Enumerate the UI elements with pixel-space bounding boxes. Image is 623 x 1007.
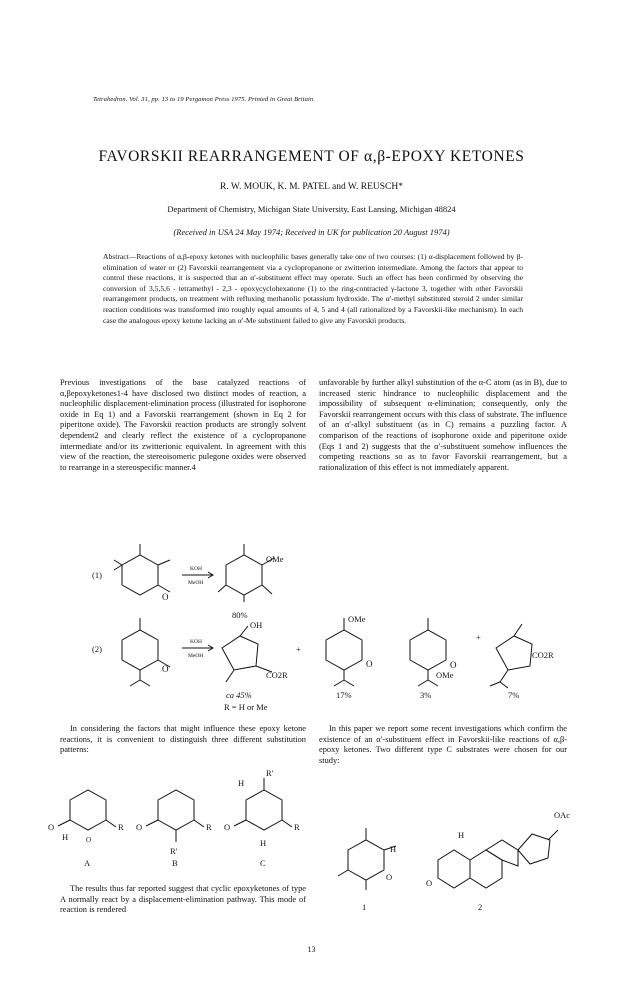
body-column-right-1: unfavorable by further alkyl substitution of the α-C atom (as in B), due to increased steric hindrance to nucleophilic displacement and the impossibility of subsequent α-elimination; consequently, only the Favorskii rearrangement occurs with this class of substrate. The influence of an α′-alkyl substituent (as in C) remains a puzzling factor. A comparison of the reactions of isophorone oxide and piperitone oxide (Eqs 1 and 2) suggests that the α′-substituent somehow influences the competing reactions so as to favor Favorskii rearrangement, but a rationalization of this effect is not immediately apparent. bbox=[319, 378, 567, 472]
body-column-right-2: In this paper we report some recent investigations which confirm the existence of an α′-substituent effect in Favorskii-like reactions of α,β-epoxy ketones. Two different type C substrates were chosen for our study: bbox=[319, 724, 567, 765]
eq2-p1-oh: OH bbox=[250, 620, 263, 630]
plus-2: + bbox=[476, 632, 481, 642]
svg-text:O: O bbox=[450, 660, 457, 670]
eq2-p3-sub: OMe bbox=[436, 670, 454, 680]
svg-text:O: O bbox=[136, 822, 143, 832]
svg-text:O: O bbox=[162, 664, 169, 674]
authors: R. W. MOUK, K. M. PATEL and W. REUSCH* bbox=[220, 182, 403, 192]
eq1-sub: OMe bbox=[266, 554, 284, 564]
article-title: FAVORSKII REARRANGEMENT OF α,β-EPOXY KETONES bbox=[98, 148, 525, 165]
svg-text:H: H bbox=[62, 832, 69, 842]
svg-text:R′: R′ bbox=[170, 846, 178, 856]
body-column-left-1: Previous investigations of the base catalyzed reactions of α,βepoxyketones1-4 have disclosed two distinct modes of reaction, a nucleophilic displacement-elimination process (illustrated for isophorone oxide in Eq 1) and a Favorskii rearrangement (shown in Eq 2 for piperitone oxide). The Favorskii reaction products are strongly solvent dependent2 and clearly reflect the existence of a cyclopropanone intermediate and/or its zwitterionic equivalent. In agreement with this view of the reaction, the stereoisomeric pulegone oxides were observed to rearrange in a stereospecific manner.4 bbox=[60, 378, 306, 472]
journal-header: Tetrahedron. Vol. 31, pp. 13 to 19 Pergamon Press 1975. Printed in Great Britain bbox=[93, 96, 314, 103]
substrate-structures bbox=[318, 790, 578, 915]
svg-text:O: O bbox=[366, 659, 373, 669]
label-A: A bbox=[84, 858, 91, 868]
eq2-reagent-bottom: MeOH bbox=[188, 653, 204, 659]
eq2-p1-ester: CO2R bbox=[266, 670, 288, 680]
svg-text:OAc: OAc bbox=[554, 810, 571, 820]
substitution-patterns bbox=[40, 770, 310, 882]
svg-text:H: H bbox=[390, 844, 397, 854]
eq1-label: (1) bbox=[92, 570, 102, 580]
eq2-product1-ring bbox=[222, 636, 258, 670]
eq2-p4-sub: CO2R bbox=[532, 650, 554, 660]
svg-text:O: O bbox=[386, 872, 393, 882]
eq2-p1-yield: ca 45% bbox=[226, 690, 252, 700]
eq2-reagent-top: KOH bbox=[190, 639, 202, 645]
eq2-reactant-ring bbox=[122, 630, 158, 670]
svg-text:R: R bbox=[206, 822, 212, 832]
eq2-label: (2) bbox=[92, 644, 102, 654]
abstract: Abstract—Reactions of α,β-epoxy ketones with nucleophilic bases generally take one of two courses: (1) α-displacement followed by β-elimination of water or (2) Favorskii rearrangement via a cyclopropanone or zwitterion intermediate. Among the factors that appear to control these reactions, it is suspected that an α′-substituent effect may operate. Such an effect has been confirmed by observing the conversion of 3,5,5,6 - tetramethyl - 2,3 - epoxycyclohexanone (1) to the ring-contracted γ-lactone 3, together with other Favorskii rearrangement products, on treatment with refluxing methanolic potassium hydroxide. The α′-methyl substituted steroid 2 under similar reaction conditions was transformed into roughly equal amounts of 4, 5 and 4 (all rationalized by a Favorskii-like mechanism). In each case the analogous epoxy ketone lacking an α′-Me substituent failed to give any Favorskii products. bbox=[103, 252, 523, 325]
eq1-yield: 80% bbox=[232, 610, 248, 620]
eq2-p3-yield: 3% bbox=[420, 690, 432, 700]
svg-text:H: H bbox=[458, 830, 465, 840]
svg-text:H: H bbox=[238, 778, 245, 788]
eq1-reagent-top: KOH bbox=[190, 566, 202, 572]
label-C: C bbox=[260, 858, 266, 868]
substrate-1-label: 1 bbox=[362, 902, 367, 912]
eq1-product-ring bbox=[226, 555, 262, 595]
svg-text:O: O bbox=[426, 878, 433, 888]
svg-text:H: H bbox=[260, 838, 267, 848]
plus-1: + bbox=[296, 644, 301, 654]
eq1-reagent-bottom: MeOH bbox=[188, 580, 204, 586]
eq1-reactant-ring bbox=[122, 555, 158, 595]
affiliation: Department of Chemistry, Michigan State University, East Lansing, Michigan 48824 bbox=[167, 204, 456, 214]
label-B: B bbox=[172, 858, 178, 868]
substrate-2-label: 2 bbox=[478, 902, 483, 912]
svg-text:R′: R′ bbox=[266, 770, 274, 778]
svg-text:R: R bbox=[294, 822, 300, 832]
svg-text:O: O bbox=[86, 836, 92, 844]
svg-text:O: O bbox=[162, 592, 169, 602]
reaction-scheme bbox=[0, 540, 623, 720]
svg-text:O: O bbox=[224, 822, 231, 832]
body-column-left-2: In considering the factors that might influence these epoxy ketone reactions, it is convenient to distinguish three different substitution patterns: bbox=[60, 724, 306, 755]
svg-text:R: R bbox=[118, 822, 124, 832]
page-number: 13 bbox=[307, 945, 316, 954]
eq2-p1-note: R = H or Me bbox=[224, 702, 268, 712]
svg-text:O: O bbox=[48, 822, 55, 832]
body-column-left-3: The results thus far reported suggest that cyclic epoxyketones of type A normally react by a displacement-elimination pathway. This mode of reaction is rendered bbox=[60, 884, 306, 915]
eq2-p2-yield: 17% bbox=[336, 690, 352, 700]
eq2-p4-yield: 7% bbox=[508, 690, 520, 700]
eq2-product4-ring bbox=[496, 636, 532, 670]
eq2-product3-ring bbox=[410, 630, 446, 670]
eq2-product2-ring bbox=[326, 630, 362, 670]
eq2-p2-sub: OMe bbox=[348, 614, 366, 624]
received-dates: (Received in USA 24 May 1974; Received in UK for publication 20 August 1974) bbox=[173, 227, 450, 237]
